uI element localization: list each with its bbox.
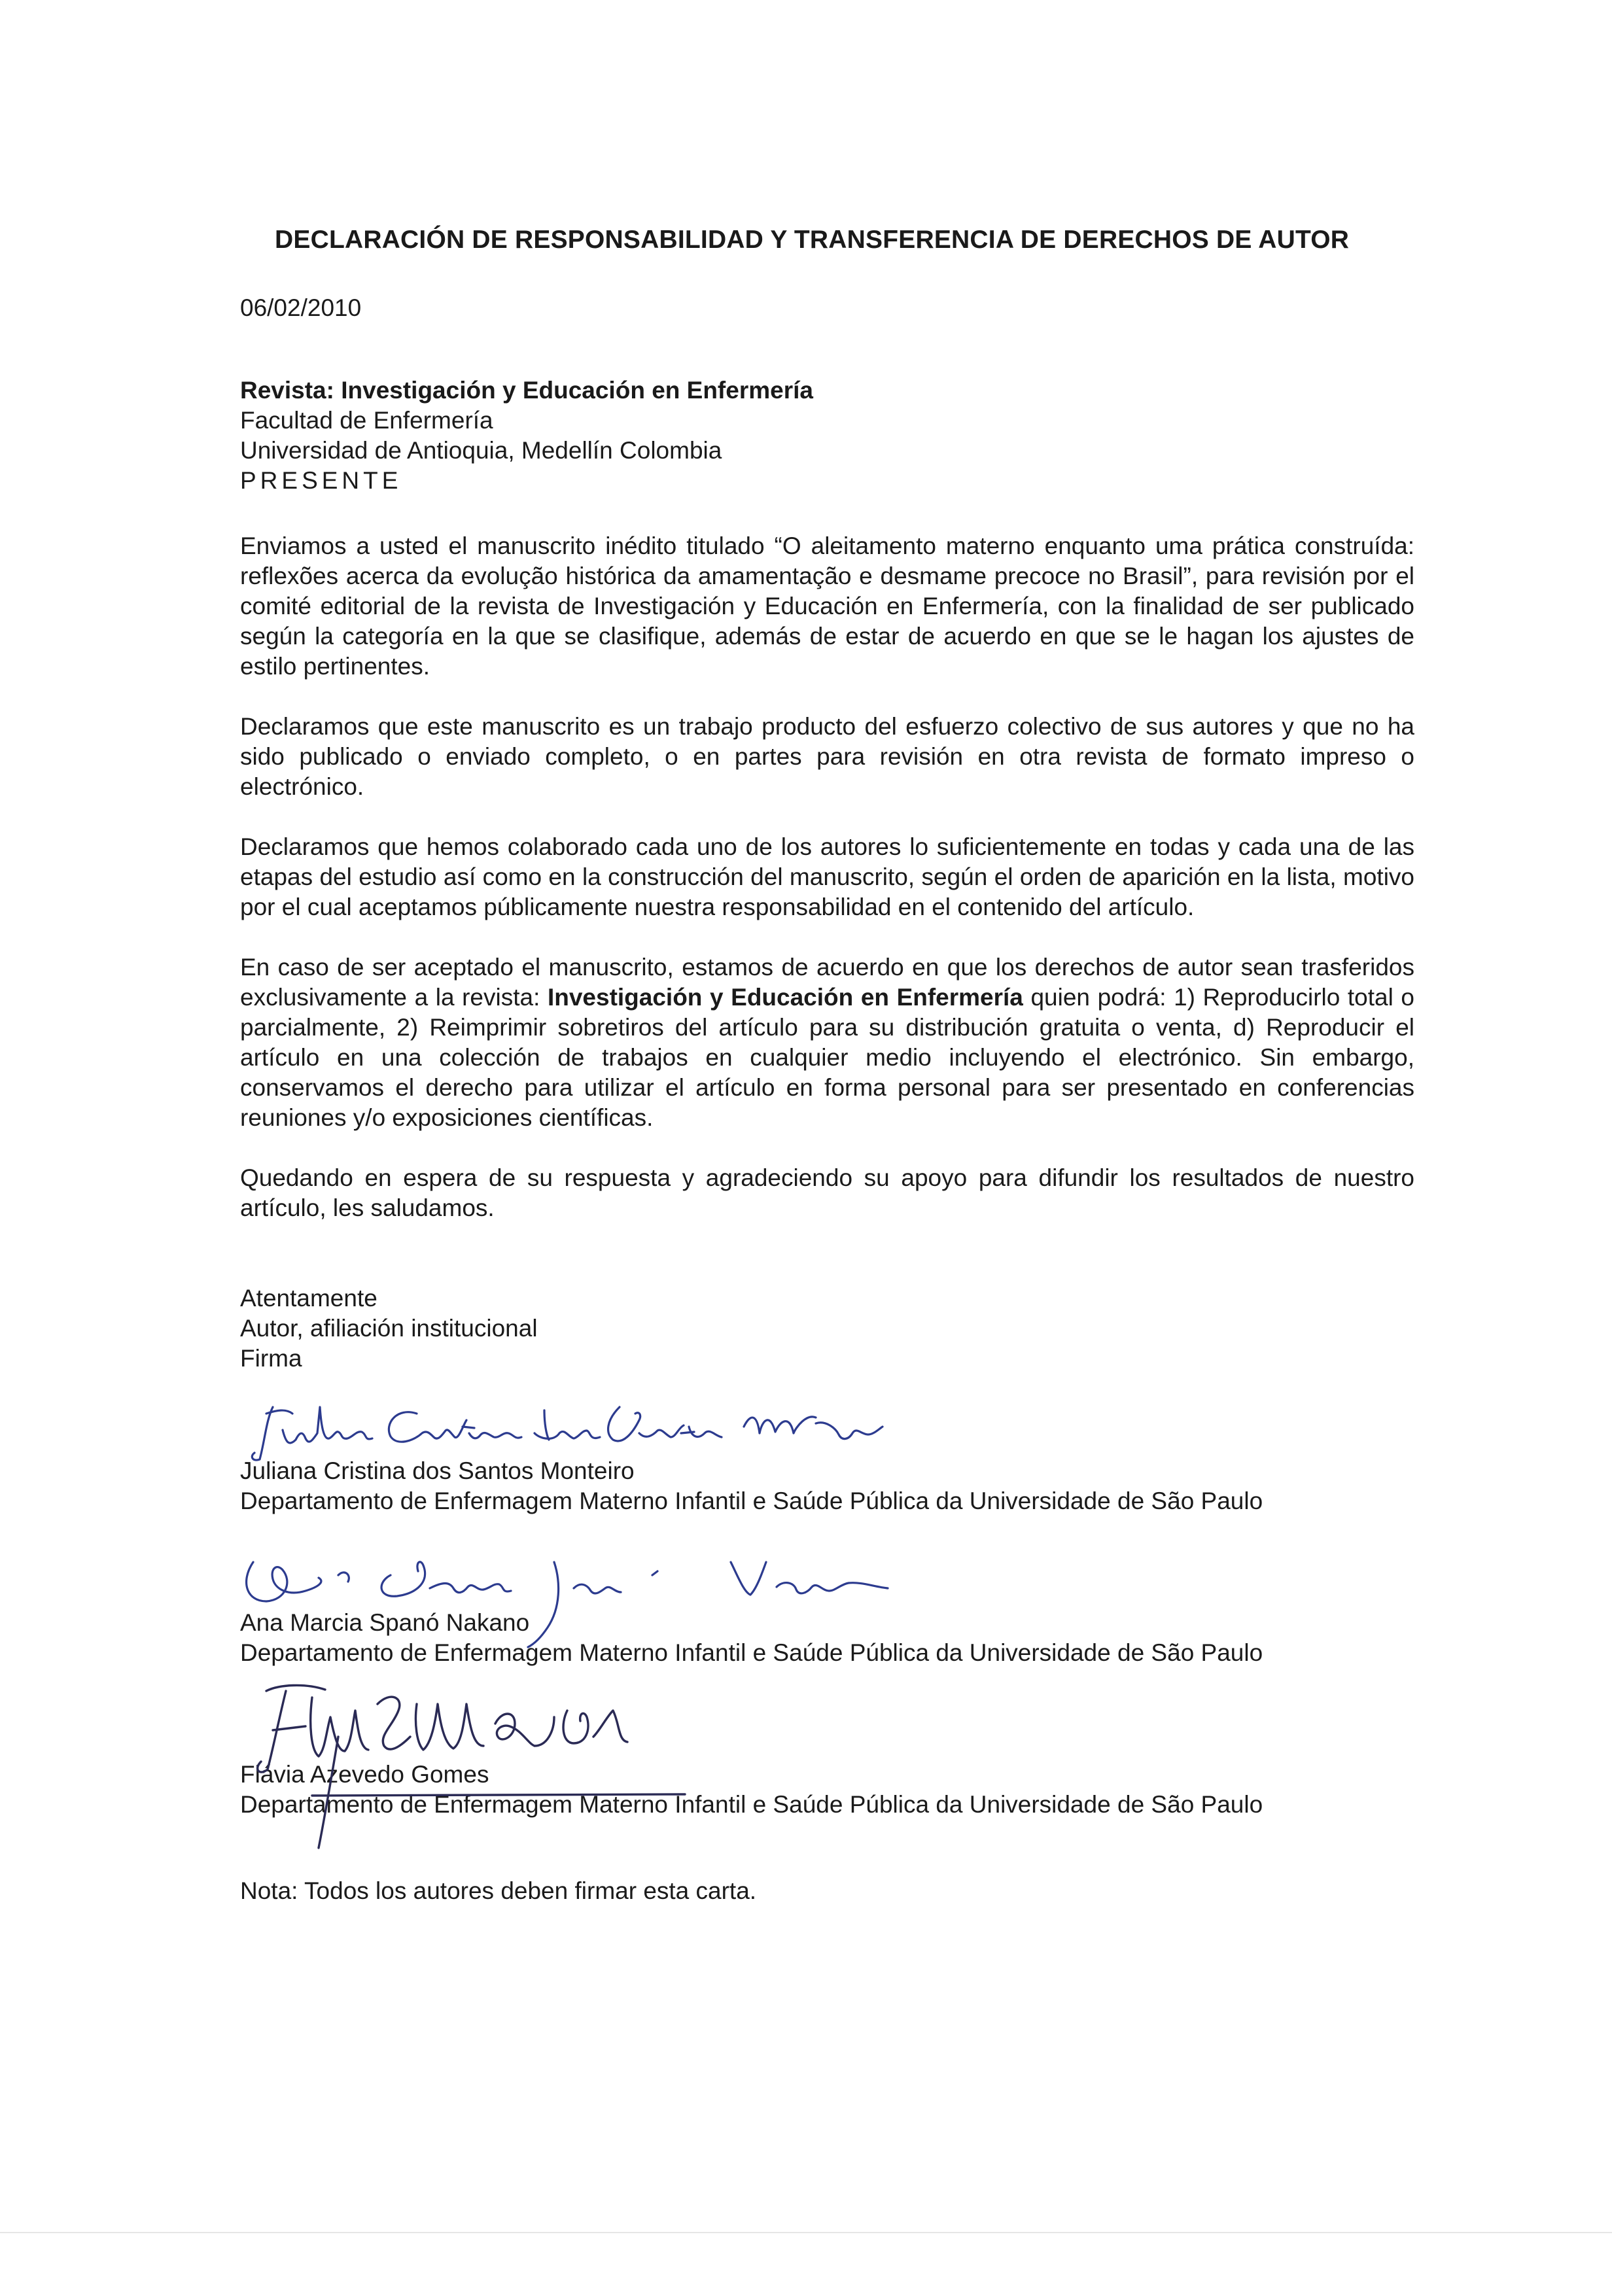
recipient-block: [240, 375, 1414, 496]
presente-line: PRESENTE: [240, 467, 402, 494]
paragraph-copyright-transfer: [240, 952, 1414, 1133]
signatory-department: Departamento de Enfermagem Materno Infantil e Saúde Pública da Universidade de São Paulo: [240, 1487, 1263, 1514]
signatory-2: [240, 1608, 1414, 1668]
signatory-name: Flávia Azevedo Gomes: [240, 1761, 489, 1788]
paragraph-originality: Declaramos que este manuscrito es un trabajo producto del esfuerzo colectivo de sus autores y que no ha sido publicado o enviado completo, o en partes para revisión en otra revista de formato impreso o electrónico.: [240, 713, 1414, 800]
footer-note: Nota: Todos los autores deben firmar esta carta.: [240, 1877, 757, 1904]
copyright-text-start: En caso de ser aceptado el manuscrito, estamos de acuerdo en que los derechos de autor sean trasferidos exclusivamente a la revista:: [240, 954, 1414, 1011]
signatory-3: [240, 1760, 1414, 1820]
signatory-department: Departamento de Enfermagem Materno Infantil e Saúde Pública da Universidade de São Paulo: [240, 1639, 1263, 1666]
signatory-name: Ana Marcia Spanó Nakano: [240, 1609, 530, 1636]
document-title: DECLARACIÓN DE RESPONSABILIDAD Y TRANSFERENCIA DE DERECHOS DE AUTOR: [275, 226, 1350, 254]
closing-atentamente: Atentamente: [240, 1285, 377, 1312]
letter-date: 06/02/2010: [240, 294, 362, 321]
signatory-department: Departamento de Enfermagem Materno Infantil e Saúde Pública da Universidade de São Paulo: [240, 1791, 1263, 1818]
letter-body: [240, 293, 1414, 1906]
closing-affiliation-label: Autor, afiliación institucional: [240, 1315, 538, 1342]
faculty-line: Facultad de Enfermería: [240, 407, 493, 434]
journal-name-bold: Investigación y Educación en Enfermería: [547, 984, 1023, 1011]
scan-edge-line: [0, 2232, 1612, 2233]
signatory-1: [240, 1456, 1414, 1516]
journal-line: Revista: Investigación y Educación en Enfermería: [240, 377, 813, 404]
paragraph-responsibility: Declaramos que hemos colaborado cada uno de los autores lo suficientemente en todas y cada una de las etapas del estudio así como en la construcción del manuscrito, según el orden de aparición en la lista, motivo por el cual aceptamos públicamente nuestra responsabilidad en el contenido del artículo.: [240, 833, 1414, 920]
closing-signature-label: Firma: [240, 1345, 302, 1372]
university-line: Universidad de Antioquia, Medellín Colombia: [240, 437, 722, 464]
paragraph-submission: Enviamos a usted el manuscrito inédito titulado “O aleitamento materno enquanto uma prática construída: reflexões acerca da evolução histórica da amamentação e desmame precoce no Brasil”, para revisión por el comité editorial de la revista de Investigación y Educación en Enfermería, con la finalidad de ser publicado según la categoría en la que se clasifique, además de estar de acuerdo en que se le hagan los ajustes de estilo pertinentes.: [240, 532, 1414, 680]
copyright-text-end: quien podrá: 1) Reproducirlo total o parcialmente, 2) Reimprimir sobretiros del artículo para su distribución gratuita o venta, d) Reproducir el artículo en una colección de trabajos en cualquier medio incluyendo el electrónico. Sin embargo, conservamos el derecho para utilizar el artículo en forma personal para ser presentado en conferencias reuniones y/o exposiciones científicas.: [240, 984, 1414, 1131]
paragraph-farewell: Quedando en espera de su respuesta y agradeciendo su apoyo para difundir los resultados de nuestro artículo, les saludamos.: [240, 1164, 1414, 1221]
signature-juliana: [247, 1394, 888, 1466]
closing-block: [240, 1283, 1414, 1374]
signatory-name: Juliana Cristina dos Santos Monteiro: [240, 1457, 635, 1484]
